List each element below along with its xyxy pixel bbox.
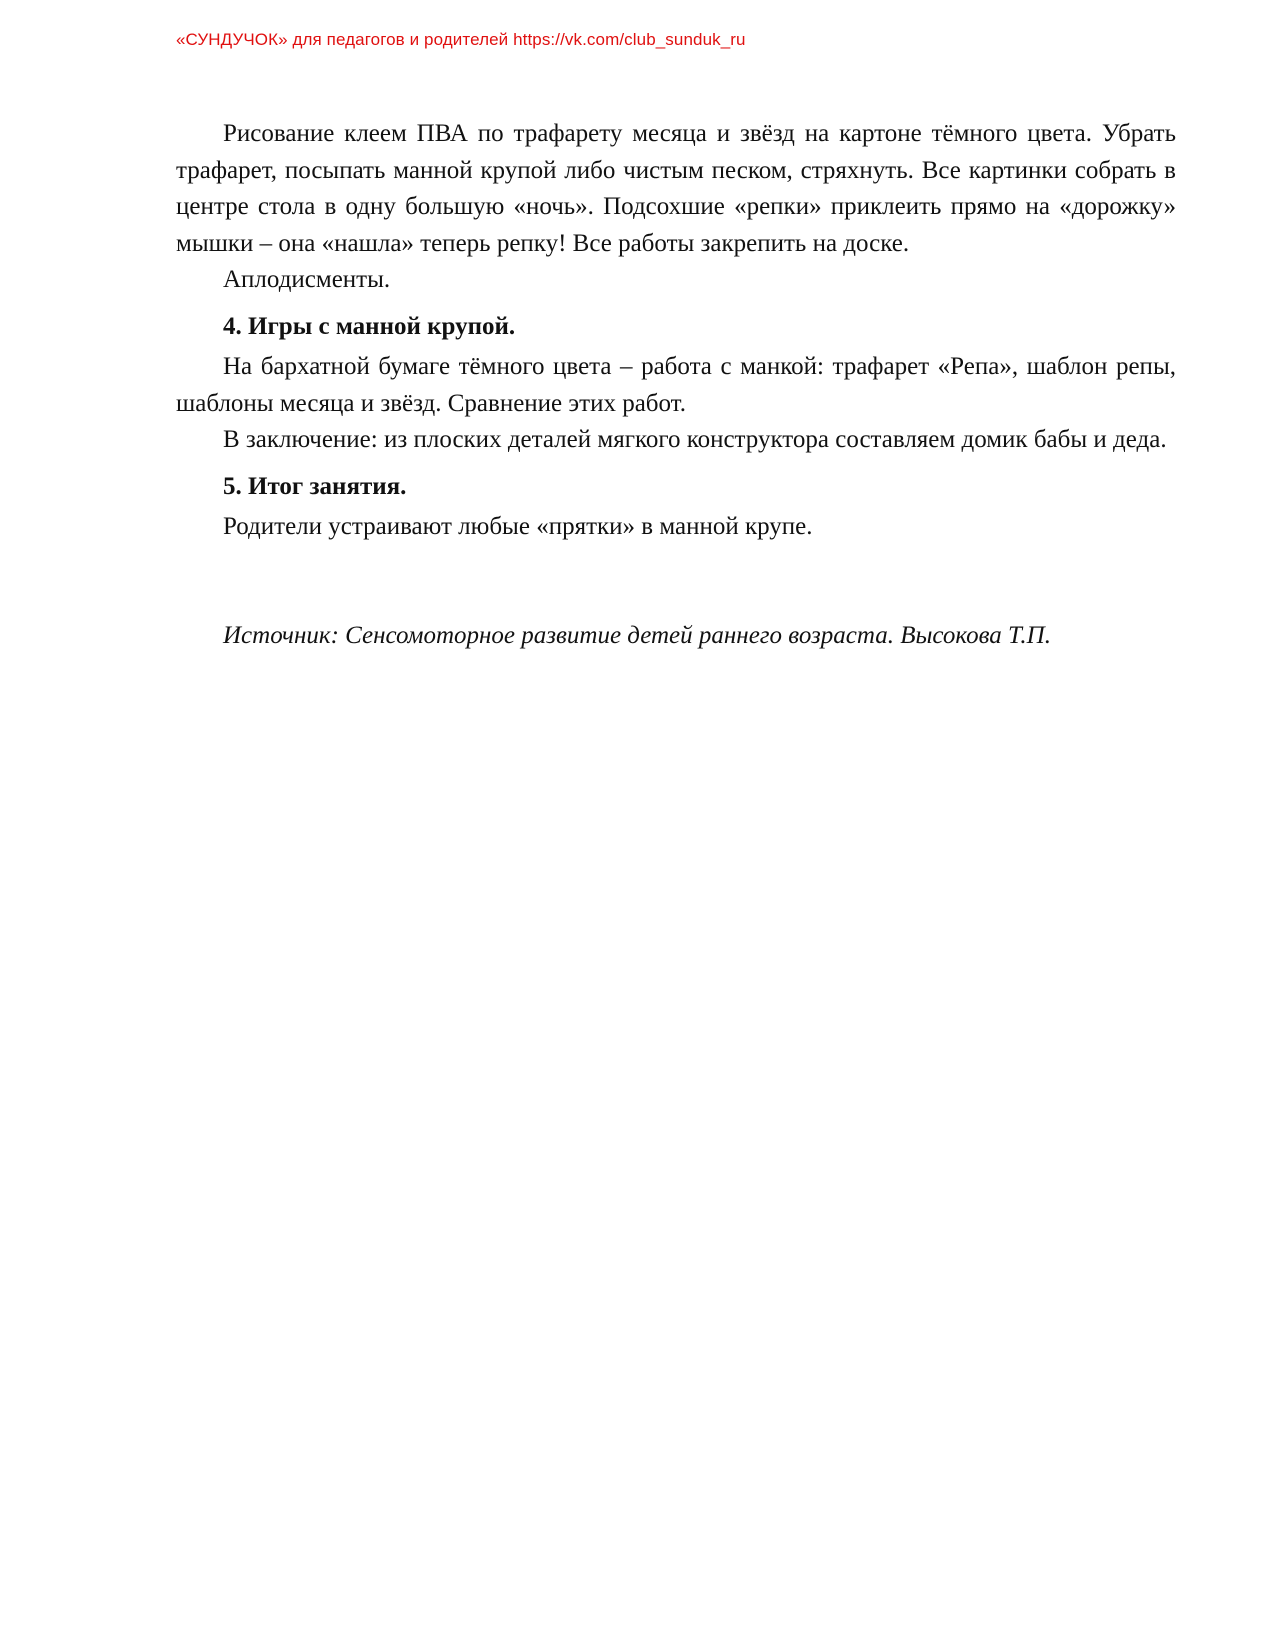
source-citation: Источник: Сенсомоторное развитие детей раннего возраста. Высокова Т.П.: [223, 621, 1051, 649]
paragraph-velvet-paper: На бархатной бумаге тёмного цвета – работа с манкой: трафарет «Репа», шаблон репы, шаблоны месяца и звёзд. Сравнение этих работ.: [176, 353, 1176, 417]
section-title-games: 4. Игры с манной крупой.: [223, 312, 516, 340]
document-body: [176, 116, 1176, 654]
paragraph-applause: Аплодисменты.: [223, 266, 391, 293]
paragraph-conclusion: В заключение: из плоских деталей мягкого конструктора составляем домик бабы и деда.: [223, 426, 1167, 453]
page-header-link[interactable]: «СУНДУЧОК» для педагогов и родителей https://vk.com/club_sunduk_ru: [176, 30, 746, 49]
paragraph-drawing-glue: Рисование клеем ПВА по трафарету месяца и звёзд на картоне тёмного цвета. Убрать трафарет, посыпать манной крупой либо чистым песком, стряхнуть. Все картинки собрать в центре стола в одну большую «ночь». Подсохшие «репки» приклеить прямо на «дорожку» мышки – она «нашла» теперь репку! Все работы закрепить на доске.: [176, 120, 1176, 257]
section-title-summary: 5. Итог занятия.: [223, 472, 407, 500]
paragraph-parents: Родители устраивают любые «прятки» в манной крупе.: [223, 513, 813, 540]
